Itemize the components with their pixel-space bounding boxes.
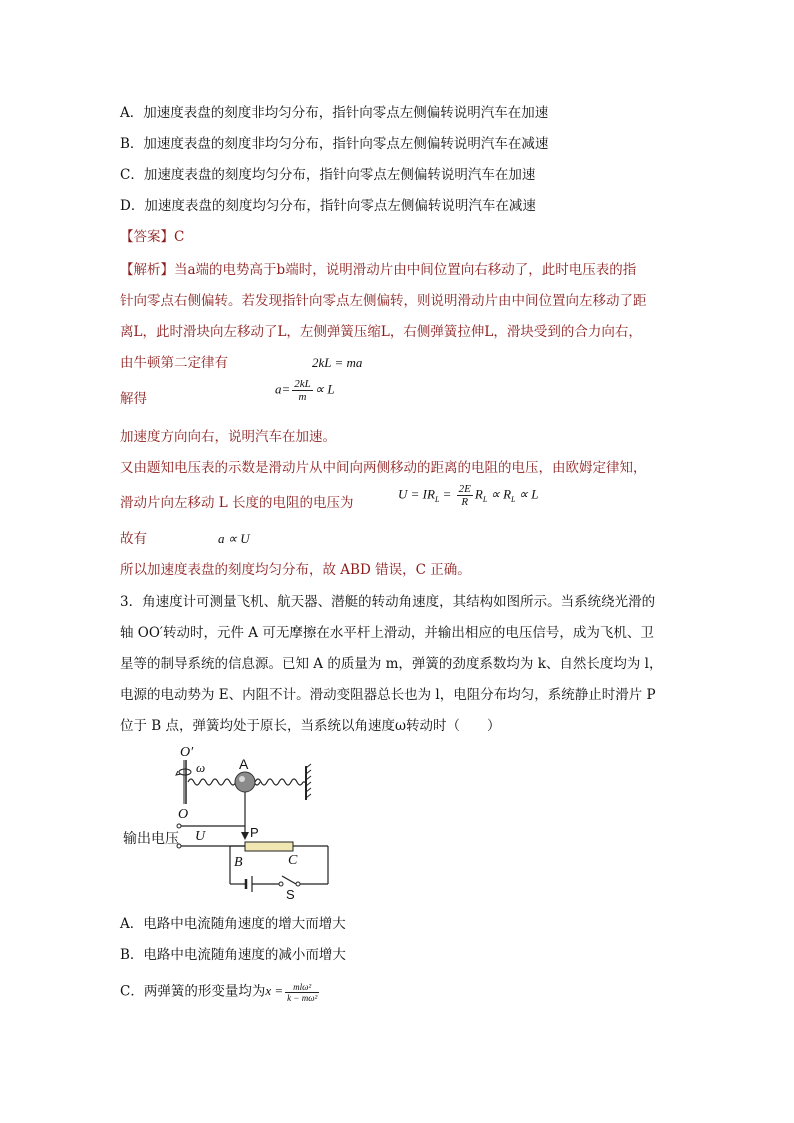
eq3-rhs3: ∝ L — [515, 486, 539, 502]
equation-proportional: a ∝ U — [218, 531, 250, 546]
answer-label: 【答案】 — [120, 229, 174, 245]
label-s: S — [286, 887, 295, 902]
analysis-line-5: 加速度方向向右，说明汽车在加速。 — [120, 429, 336, 445]
output-terminal-top — [177, 824, 181, 828]
eq3-sub-2: L — [482, 495, 488, 505]
eq2-fraction — [292, 378, 313, 403]
label-p: P — [250, 825, 259, 840]
label-c: C — [288, 853, 298, 868]
option-a-q2: A．加速度表盘的刻度非均匀分布，指针向零点左侧偏转说明汽车在加速 — [120, 105, 549, 121]
analysis-line-8: 所以加速度表盘的刻度均匀分布，故 ABD 错误，C 正确。 — [120, 562, 471, 578]
equation-newton: 2kL = ma — [312, 355, 363, 370]
analysis-line-1 — [120, 261, 636, 279]
eq3-rhs2: ∝ R — [487, 486, 512, 502]
option-a-q3: A．电路中电流随角速度的增大而增大 — [120, 916, 346, 932]
q3-line-2: 轴 OO′转动时，元件 A 可无摩擦在水平杆上滑动，并输出相应的电压信号，成为飞机、卫 — [120, 625, 654, 641]
eq2-lhs: a= — [275, 381, 291, 397]
option-c-lhs: x = — [265, 983, 284, 999]
equation-voltage — [398, 483, 539, 508]
solve-label: 解得 — [120, 391, 147, 407]
eq2-numerator: 2kL — [294, 378, 311, 390]
ball-highlight — [239, 776, 245, 782]
eq3-fraction — [457, 483, 473, 508]
eq2-rhs: ∝ L — [314, 381, 335, 397]
option-c-q3-formula — [265, 982, 321, 1003]
option-c-q3-prefix: C．两弹簧的形变量均为 — [120, 983, 266, 1000]
eq3-rhs: R — [474, 486, 483, 502]
analysis-label: 【解析】 — [120, 262, 174, 278]
option-d-q2: D．加速度表盘的刻度均匀分布，指针向零点左侧偏转说明汽车在减速 — [120, 198, 536, 214]
option-c-fraction — [285, 982, 319, 1003]
eq3-numerator: 2E — [458, 483, 471, 495]
label-omega: ω — [196, 760, 206, 775]
q3-line-3: 星等的制导系统的信息源。已知 A 的质量为 m，弹簧的劲度系数均为 k、自然长度均为 l， — [120, 656, 663, 672]
analysis-line-4: 由牛顿第二定律有 — [120, 355, 228, 371]
answer-line — [120, 228, 184, 246]
label-o-prime: O′ — [180, 745, 194, 760]
rheostat — [245, 842, 293, 851]
answer-value: C — [174, 229, 185, 245]
equation-acceleration — [275, 378, 335, 403]
q3-line-4: 电源的电动势为 E、内阻不计。滑动变阻器总长也为 l，电阻分布均匀，系统静止时滑片 P — [120, 687, 656, 703]
label-o: O — [178, 807, 189, 822]
analysis-line-7: 滑动片向左移动 L 长度的电阻的电压为 — [120, 495, 354, 511]
q3-line-1: 3．角速度计可测量飞机、航天器、潜艇的转动角速度，其结构如图所示。当系统绕光滑的 — [120, 594, 656, 610]
eq3-denominator: R — [461, 496, 469, 508]
label-b: B — [234, 855, 243, 870]
analysis-line-2: 针向零点右侧偏转。若发现指针向零点左侧偏转，则说明滑动片由中间位置向左移动了距 — [120, 293, 647, 309]
right-spring — [255, 779, 303, 785]
option-c-q2: C．加速度表盘的刻度均匀分布，指针向零点左侧偏转说明汽车在加速 — [120, 167, 536, 183]
eq3-lhs: U = IR — [398, 486, 435, 502]
switch-contact-right — [296, 882, 300, 886]
switch-contact-left — [279, 882, 283, 886]
label-output-voltage: 输出电压 — [123, 831, 179, 847]
eq3-sub-3: L — [511, 495, 516, 505]
option-b-q3: B．电路中电流随角速度的减小而增大 — [120, 947, 346, 963]
slider-arrow-icon — [241, 832, 249, 840]
q3-line-5: 位于 B 点，弹簧均处于原长，当系统以角速度ω转动时（ ） — [120, 718, 501, 734]
eq3-equals: = — [439, 486, 455, 502]
eq2-denominator: m — [298, 391, 307, 403]
eq3-sub-1: L — [434, 495, 440, 505]
option-c-q3 — [120, 982, 321, 1003]
option-c-denominator: k − mω² — [287, 993, 318, 1003]
therefore-label: 故有 — [120, 531, 147, 547]
analysis-line-6: 又由题知电压表的示数是滑动片从中间向两侧移动的距离的电阻的电压，由欧姆定律知， — [120, 460, 647, 476]
rotation-arrowhead-icon — [176, 771, 181, 775]
option-c-numerator: mlω² — [285, 982, 319, 993]
label-u: U — [195, 829, 206, 844]
option-b-q2: B．加速度表盘的刻度非均匀分布，指针向零点左侧偏转说明汽车在减速 — [120, 136, 549, 152]
analysis-line-3: 离L，此时滑块向左移动了L，左侧弹簧压缩L，右侧弹簧拉伸L，滑块受到的合力向右， — [120, 324, 642, 340]
angular-velocity-meter-diagram — [118, 742, 348, 904]
switch-s — [282, 876, 296, 884]
mass-a-ball — [235, 772, 255, 792]
label-a: A — [239, 756, 249, 772]
analysis-text-1: 当a端的电势高于b端时，说明滑动片由中间位置向右移动了，此时电压表的指 — [174, 262, 637, 278]
